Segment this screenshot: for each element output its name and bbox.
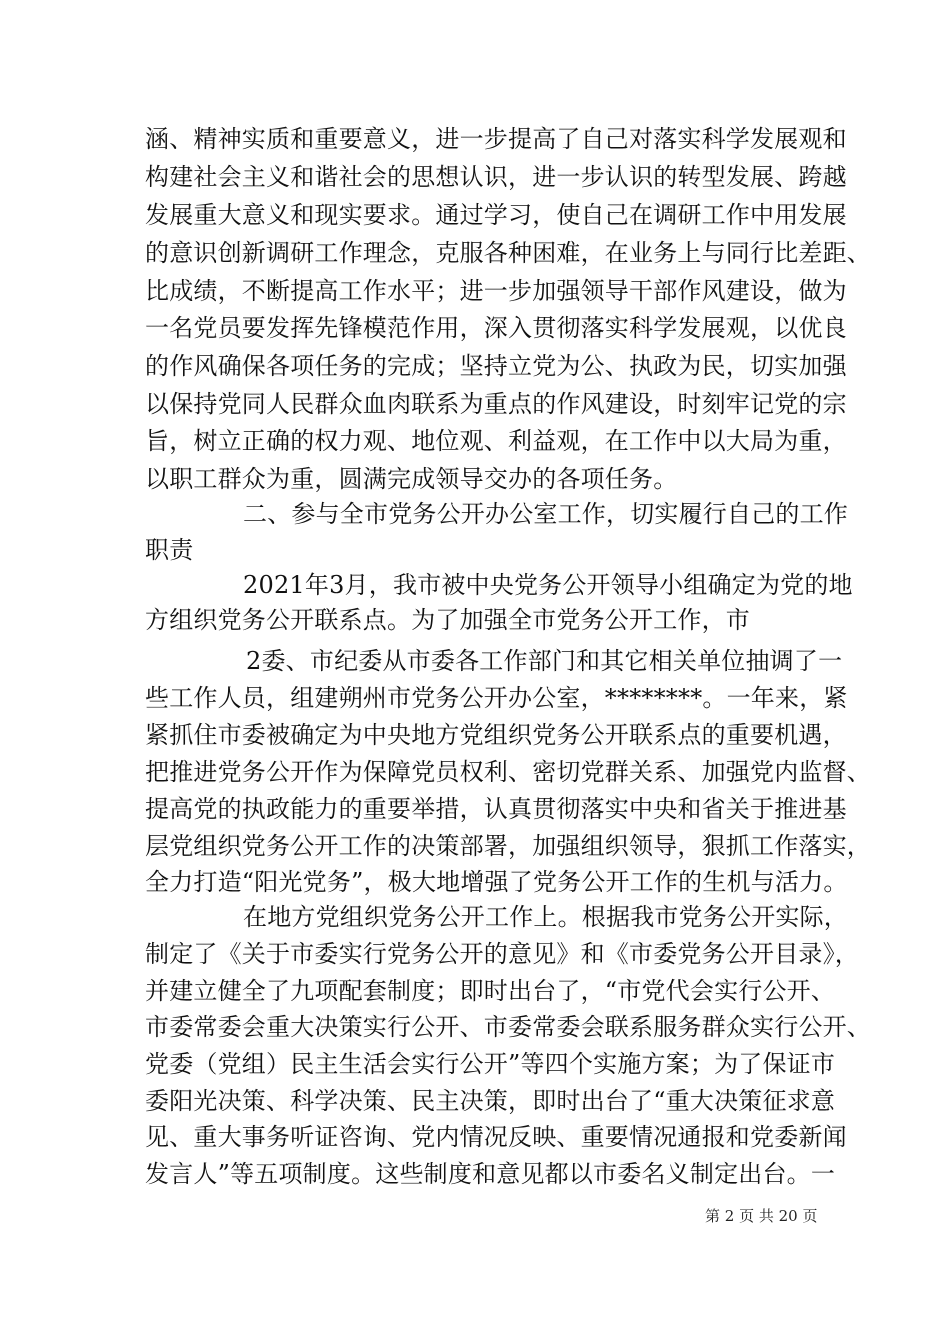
text-line: 比成绩，不断提高工作水平；进一步加强领导干部作风建设，做为	[145, 277, 847, 305]
text-line: 发展重大意义和现实要求。通过学习，使自己在调研工作中用发展	[145, 201, 847, 229]
text-line: 党委（党组）民主生活会实行公开”等四个实施方案；为了保证市	[145, 1050, 836, 1078]
text-line: 委阳光决策、科学决策、民主决策，即时出台了“重大决策征求意	[145, 1087, 836, 1115]
section-heading: 二、参与全市党务公开办公室工作，切实履行自己的工作	[243, 500, 848, 528]
section-heading-continued: 职责	[145, 536, 194, 564]
text-line: 并建立健全了九项配套制度；即时出台了，“市党代会实行公开、	[145, 977, 836, 1005]
text-line: 一名党员要发挥先锋模范作用，深入贯彻落实科学发展观，以优良	[145, 314, 847, 342]
text-line: 见、重大事务听证咨询、党内情况反映、重要情况通报和党委新闻	[145, 1123, 847, 1151]
page-number: 第 2 页 共 20 页	[705, 1207, 818, 1225]
text-line: 市委常委会重大决策实行公开、市委常委会联系服务群众实行公开、	[145, 1013, 871, 1041]
text-line: 以职工群众为重，圆满完成领导交办的各项任务。	[145, 465, 678, 493]
text-line: 全力打造“阳光党务”，极大地增强了党务公开工作的生机与活力。	[145, 868, 848, 896]
text-line: 发言人”等五项制度。这些制度和意见都以市委名义制定出台。一	[145, 1160, 836, 1188]
text-line: 2委、市纪委从市委各工作部门和其它相关单位抽调了一	[246, 647, 843, 675]
text-line: 方组织党务公开联系点。为了加强全市党务公开工作，市	[145, 606, 750, 634]
text-line: 以保持党同人民群众血肉联系为重点的作风建设，时刻牢记党的宗	[145, 390, 847, 418]
text-line: 涵、精神实质和重要意义，进一步提高了自己对落实科学发展观和	[145, 125, 847, 153]
text-line: 把推进党务公开作为保障党员权利、密切党群关系、加强党内监督、	[145, 758, 871, 786]
text-line: 在地方党组织党务公开工作上。根据我市党务公开实际，	[243, 903, 848, 931]
text-line: 2021年3月，我市被中央党务公开领导小组确定为党的地	[243, 571, 853, 599]
text-line: 的作风确保各项任务的完成；坚持立党为公、执政为民，切实加强	[145, 352, 847, 380]
text-line: 构建社会主义和谐社会的思想认识，进一步认识的转型发展、跨越	[145, 163, 847, 191]
text-line: 制定了《关于市委实行党务公开的意见》和《市委党务公开目录》，	[145, 940, 859, 968]
text-line: 些工作人员，组建朔州市党务公开办公室，********。一年来，紧	[145, 684, 848, 712]
text-line: 层党组织党务公开工作的决策部署，加强组织领导，狠抓工作落实，	[145, 832, 871, 860]
text-line: 紧抓住市委被确定为中央地方党组织党务公开联系点的重要机遇，	[145, 721, 847, 749]
text-line: 的意识创新调研工作理念，克服各种困难，在业务上与同行比差距、	[145, 239, 871, 267]
text-line: 提高党的执政能力的重要举措，认真贯彻落实中央和省关于推进基	[145, 795, 847, 823]
text-line: 旨，树立正确的权力观、地位观、利益观，在工作中以大局为重，	[145, 427, 847, 455]
